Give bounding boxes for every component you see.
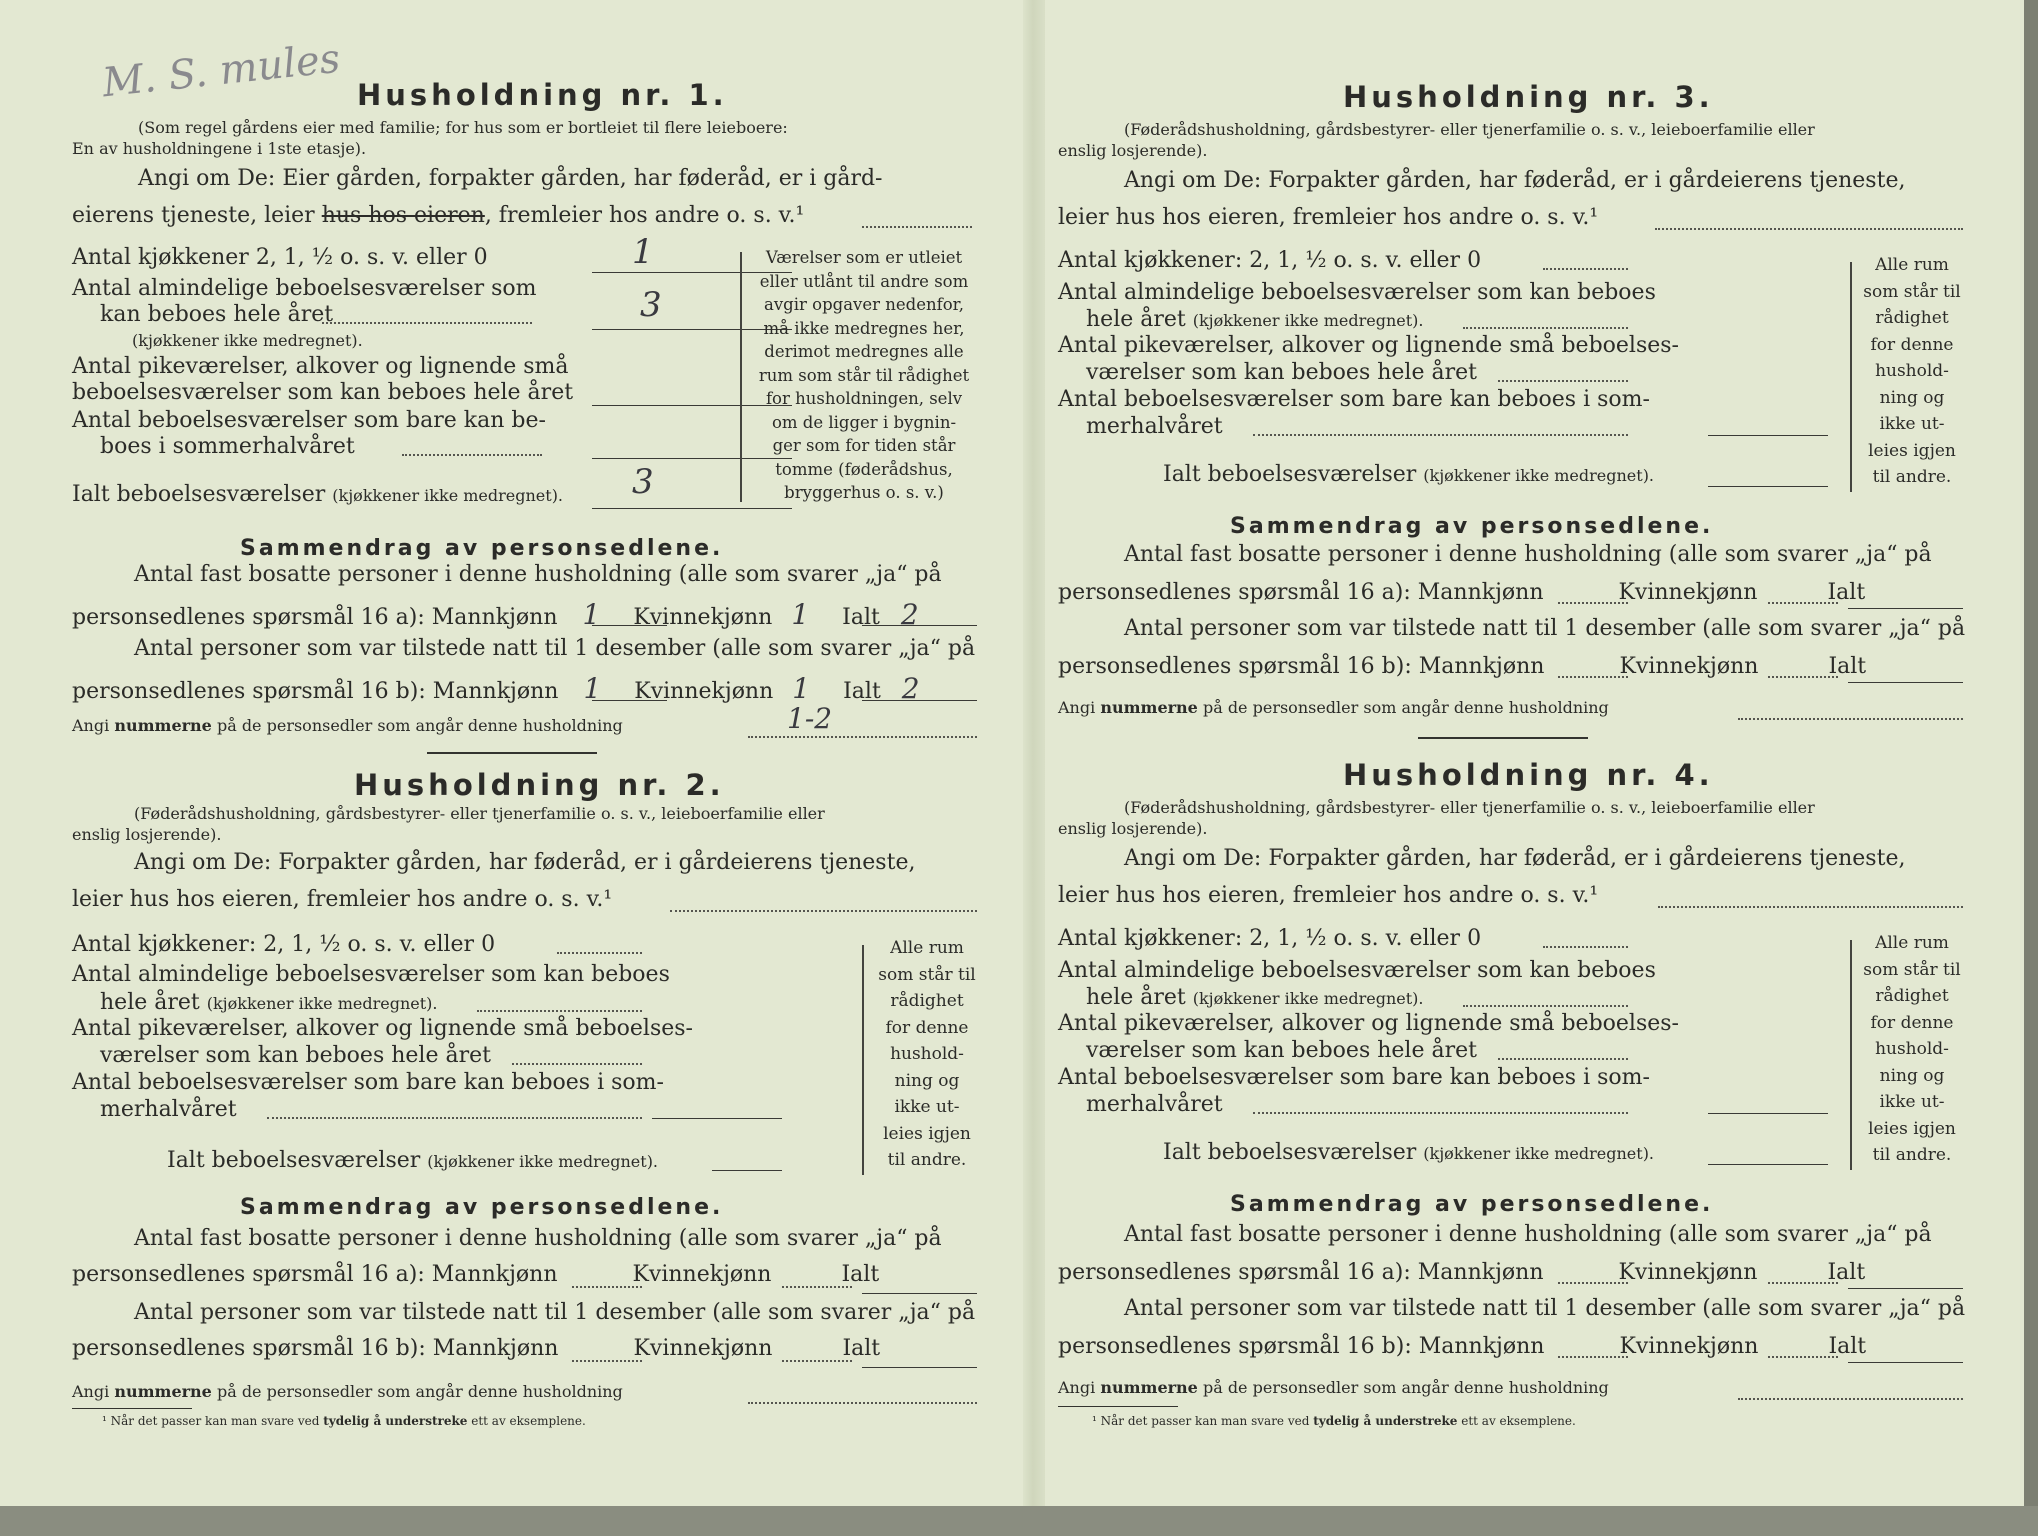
note-line: Alle rum <box>1875 933 1949 953</box>
line <box>1848 1362 1963 1363</box>
dots <box>1768 676 1838 678</box>
summer-rooms-label-2: merhalvåret <box>1086 1092 1223 1117</box>
num-bold: nummerne <box>114 716 212 735</box>
dots <box>1768 1282 1838 1284</box>
dots <box>782 1360 852 1362</box>
small-rooms-label-2: værelser som kan beboes hele året <box>1086 1038 1477 1063</box>
household-2-angi-line-1: Angi om De: Forpakter gården, har føderåd, er i gårdeierens tjeneste, <box>134 850 916 875</box>
small-rooms-label: Antal pikeværelser, alkover og lignende små beboelses- <box>1058 333 1679 358</box>
household-4-intro: (Føderådshusholdning, gårdsbestyrer- eller tjenerfamilie o. s. v., leieboerfamilie eller <box>1124 798 1815 817</box>
total-rooms-text: Ialt beboelsesværelser <box>72 482 326 507</box>
note-line: eller utlånt til andre som <box>759 271 969 291</box>
num-text: Angi <box>72 716 115 735</box>
summary-1-line-1: Antal fast bosatte personer i denne husholdning (alle som svarer „ja“ på <box>134 562 942 587</box>
summary-text: personsedlenes spørsmål 16 a): Mannkjønn <box>1058 580 1544 605</box>
note-line: Værelser som er utleiet <box>765 248 963 267</box>
note-line: avgir opgaver nedenfor, <box>764 295 964 314</box>
summary-1-line-3: Antal personer som var tilstede natt til 1 desember (alle som svarer „ja“ på <box>134 636 976 661</box>
note-line: ger som for tiden står <box>772 436 956 455</box>
total-text: Ialt beboelsesværelser <box>1163 1140 1417 1165</box>
footnote-text: ett av eksemplene. <box>467 1414 586 1428</box>
note-line: leies igjen <box>1868 440 1956 461</box>
note-line: tomme (føderådshus, <box>775 459 953 479</box>
note-line: ning og <box>1879 1065 1945 1086</box>
note-line: som står til <box>878 964 976 985</box>
summary-text: personsedlenes spørsmål 16 b): Mannkjønn <box>72 1336 559 1361</box>
female-label: Kvinnekjønn <box>1618 1260 1758 1285</box>
numbers-value: 1-2 <box>787 702 833 735</box>
total-label: Ialt <box>1827 1260 1866 1285</box>
footnote-bold: tydelig å understreke <box>323 1414 468 1428</box>
note-line: for husholdningen, selv <box>765 389 963 408</box>
total-note: (kjøkkener ikke medregnet). <box>427 1152 659 1171</box>
summer-rooms-label: Antal beboelsesværelser som bare kan beboes i som- <box>1058 387 1650 412</box>
right-page <box>1058 0 1966 1500</box>
ordinary-rooms-label: Antal almindelige beboelsesværelser som kan beboes <box>1058 958 1656 983</box>
household-3-intro: (Føderådshusholdning, gårdsbestyrer- eller tjenerfamilie o. s. v., leieboerfamilie eller <box>1124 120 1815 139</box>
note-brace <box>740 252 742 502</box>
female-label: Kvinnekjønn <box>1618 580 1758 605</box>
total-label: Ialt <box>843 679 881 704</box>
ordinary-rooms-label-2 <box>100 990 437 1015</box>
line <box>1848 682 1963 683</box>
note-line: til andre. <box>1872 1145 1952 1165</box>
note-line: rådighet <box>890 991 964 1011</box>
summary-text: personsedlenes spørsmål 16 b): Mannkjønn <box>72 679 559 704</box>
dots <box>1253 1112 1628 1114</box>
numbers-line <box>748 736 977 738</box>
note-brace <box>1850 262 1852 492</box>
footnote-text: ¹ Når det passer kan man svare ved <box>1092 1414 1314 1428</box>
dots <box>1768 602 1838 604</box>
line <box>592 700 667 701</box>
rooms-note: (kjøkkener ikke medregnet). <box>1192 989 1424 1008</box>
summary-text: personsedlenes spørsmål 16 a): Mannkjønn <box>1058 1260 1544 1285</box>
note-line: hushold- <box>890 1044 964 1064</box>
note-line: rum som står til rådighet <box>758 365 970 385</box>
summary-1-line-4 <box>72 672 920 705</box>
dots <box>782 1286 852 1288</box>
ordinary-rooms-label: Antal almindelige beboelsesværelser som kan beboes <box>1058 280 1656 305</box>
summary-3-line-4 <box>1058 654 1866 679</box>
num-text: på de personsedler som angår denne husholdning <box>1197 698 1609 717</box>
footnote-rule <box>72 1408 192 1409</box>
dots <box>1558 1356 1628 1358</box>
summary-2-numbers <box>72 1382 623 1401</box>
dots <box>267 1117 642 1119</box>
line <box>862 700 977 701</box>
note-line: rådighet <box>1875 308 1949 328</box>
note-line: til andre. <box>887 1150 967 1170</box>
num-text: Angi <box>1058 698 1101 717</box>
value-male-16a: 1 <box>582 598 601 631</box>
note-line: for denne <box>1870 334 1954 355</box>
small-rooms-label: Antal pikeværelser, alkover og lignende små beboelses- <box>1058 1011 1679 1036</box>
dots <box>1463 327 1628 329</box>
household-3-title: Husholdning nr. 3. <box>1343 80 1714 114</box>
answer-line <box>670 910 977 912</box>
note-line: om de ligger i bygnin- <box>771 412 957 432</box>
line <box>1848 1288 1963 1289</box>
summer-rooms-label-2: boes i sommerhalvåret <box>100 434 355 459</box>
answer-line <box>1655 228 1963 230</box>
summary-2-line-1: Antal fast bosatte personer i denne husholdning (alle som svarer „ja“ på <box>134 1226 942 1251</box>
summary-text: personsedlenes spørsmål 16 b): Mannkjønn <box>1058 1334 1545 1359</box>
num-bold: nummerne <box>1100 698 1198 717</box>
total-label: Ialt <box>842 605 880 630</box>
line <box>1708 1113 1828 1114</box>
female-label: Kvinnekjønn <box>1619 654 1759 679</box>
summary-4-line-4 <box>1058 1334 1866 1359</box>
household-3-side-note <box>1858 252 1966 491</box>
note-line: leies igjen <box>883 1123 971 1144</box>
ordinary-rooms-dots <box>322 322 532 324</box>
household-2-side-note <box>872 935 982 1174</box>
note-line: derimot medregnes alle <box>764 342 964 361</box>
line <box>862 1367 977 1368</box>
female-label: Kvinnekjønn <box>632 1262 772 1287</box>
value-total-16a: 2 <box>900 598 919 631</box>
answer-line <box>862 226 972 228</box>
line <box>1708 486 1828 487</box>
dots <box>1498 1058 1628 1060</box>
ordinary-rooms-label-2 <box>1086 307 1423 332</box>
summer-rooms-label: Antal beboelsesværelser som bare kan beboes i som- <box>1058 1065 1650 1090</box>
ordinary-rooms-label-2: kan beboes hele året <box>100 302 334 327</box>
summary-3-numbers <box>1058 698 1609 717</box>
summary-text: personsedlenes spørsmål 16 a): Mannkjønn <box>72 1262 558 1287</box>
total-rooms-value: 3 <box>632 462 654 502</box>
line <box>592 625 667 626</box>
household-4-summary-title: Sammendrag av personsedlene. <box>1230 1192 1714 1217</box>
note-line: rådighet <box>1875 986 1949 1006</box>
dots <box>1543 946 1628 948</box>
num-text: Angi <box>1058 1378 1101 1397</box>
num-text: Angi <box>72 1382 115 1401</box>
household-4-side-note <box>1858 930 1966 1169</box>
footnote <box>1092 1414 1576 1428</box>
total-text: Ialt beboelsesværelser <box>1163 462 1417 487</box>
line <box>1708 1164 1828 1165</box>
page-fold <box>1023 0 1045 1536</box>
note-line: hushold- <box>1875 1039 1949 1059</box>
total-label: Ialt <box>841 1262 880 1287</box>
total-label: Ialt <box>842 1336 881 1361</box>
note-line: hushold- <box>1875 361 1949 381</box>
note-line: for denne <box>1870 1012 1954 1033</box>
note-line: leies igjen <box>1868 1118 1956 1139</box>
note-line: for denne <box>885 1017 969 1038</box>
small-rooms-label: Antal pikeværelser, alkover og lignende små beboelses- <box>72 1016 693 1041</box>
female-label: Kvinnekjønn <box>634 679 774 704</box>
small-rooms-label-2: beboelsesværelser som kan beboes hele året <box>72 380 574 405</box>
summary-3-line-2 <box>1058 580 1865 605</box>
dots <box>1558 602 1628 604</box>
footnote <box>102 1414 586 1428</box>
dots <box>1558 1282 1628 1284</box>
value-female-16b: 1 <box>792 672 811 705</box>
dots <box>477 1010 642 1012</box>
line <box>862 625 977 626</box>
household-1-side-note <box>748 246 980 505</box>
ordinary-rooms-label: Antal almindelige beboelsesværelser som kan beboes <box>72 962 670 987</box>
ordinary-rooms-value: 3 <box>640 285 662 325</box>
summary-3-line-3: Antal personer som var tilstede natt til 1 desember (alle som svarer „ja“ på <box>1124 616 1966 641</box>
total-rooms-line <box>592 508 792 509</box>
line <box>1848 608 1963 609</box>
footnote-bold: tydelig å understreke <box>1313 1414 1458 1428</box>
summer-rooms-label-2: merhalvåret <box>1086 414 1223 439</box>
dots <box>1463 1005 1628 1007</box>
summer-rooms-label: Antal beboelsesværelser som bare kan be- <box>72 408 546 433</box>
dots <box>1558 676 1628 678</box>
kitchens-value: 1 <box>632 232 654 272</box>
summary-4-line-1: Antal fast bosatte personer i denne husholdning (alle som svarer „ja“ på <box>1124 1222 1932 1247</box>
household-2-title: Husholdning nr. 2. <box>354 768 725 802</box>
num-bold: nummerne <box>1100 1378 1198 1397</box>
scan-edge-bottom <box>0 1506 2038 1536</box>
total-note: (kjøkkener ikke medregnet). <box>1423 466 1655 485</box>
total-label: Ialt <box>1828 1334 1867 1359</box>
household-3-angi-line-2: leier hus hos eieren, fremleier hos andre o. s. v.¹ <box>1058 205 1599 230</box>
summary-1-numbers <box>72 716 623 735</box>
note-line: som står til <box>1863 959 1961 980</box>
note-line: ning og <box>1879 387 1945 408</box>
household-1-angi-line-1: Angi om De: Eier gården, forpakter gården, har føderåd, er i gård- <box>138 166 883 191</box>
margin-handwriting: M. S. mules <box>100 35 343 107</box>
struck-option: hus hos eieren <box>321 203 485 228</box>
summary-2-line-4 <box>72 1336 880 1361</box>
household-3-intro-2: enslig losjerende). <box>1058 141 1208 160</box>
household-2-summary-title: Sammendrag av personsedlene. <box>240 1195 724 1220</box>
total-text: Ialt beboelsesværelser <box>167 1148 421 1173</box>
total-rooms-label <box>1163 1140 1654 1165</box>
ordinary-rooms-label-2 <box>1086 985 1423 1010</box>
household-3-angi-line-1: Angi om De: Forpakter gården, har føderåd, er i gårdeierens tjeneste, <box>1124 168 1906 193</box>
rooms-text: hele året <box>100 990 200 1015</box>
summary-2-line-3: Antal personer som var tilstede natt til 1 desember (alle som svarer „ja“ på <box>134 1300 976 1325</box>
household-1-intro: (Som regel gårdens eier med familie; for hus som er bortleiet til flere leieboere: <box>138 118 788 137</box>
summer-rooms-label-2: merhalvåret <box>100 1097 237 1122</box>
dots <box>572 1360 642 1362</box>
rooms-note: (kjøkkener ikke medregnet). <box>1192 311 1424 330</box>
total-label: Ialt <box>1827 580 1866 605</box>
kitchens-label: Antal kjøkkener: 2, 1, ½ o. s. v. eller 0 <box>1058 926 1482 951</box>
household-1-angi-line-2 <box>72 203 804 228</box>
household-1-summary-title: Sammendrag av personsedlene. <box>240 536 724 561</box>
summary-4-line-2 <box>1058 1260 1865 1285</box>
note-line: Alle rum <box>1875 255 1949 275</box>
small-rooms-label-2: værelser som kan beboes hele året <box>100 1043 491 1068</box>
household-3-summary-title: Sammendrag av personsedlene. <box>1230 514 1714 539</box>
female-label: Kvinnekjønn <box>1619 1334 1759 1359</box>
note-line: til andre. <box>1872 467 1952 487</box>
total-rooms-note: (kjøkkener ikke medregnet). <box>332 486 564 505</box>
dots <box>557 952 642 954</box>
household-4-intro-2: enslig losjerende). <box>1058 819 1208 838</box>
footnote-text: ett av eksemplene. <box>1457 1414 1576 1428</box>
dots <box>572 1286 642 1288</box>
note-brace <box>1850 940 1852 1170</box>
summary-text: personsedlenes spørsmål 16 a): Mannkjønn <box>72 605 558 630</box>
summer-rooms-label: Antal beboelsesværelser som bare kan beboes i som- <box>72 1070 664 1095</box>
female-label: Kvinnekjønn <box>633 605 773 630</box>
summary-3-line-1: Antal fast bosatte personer i denne husholdning (alle som svarer „ja“ på <box>1124 542 1932 567</box>
summary-2-line-2 <box>72 1262 879 1287</box>
footnote-text: ¹ Når det passer kan man svare ved <box>102 1414 324 1428</box>
summer-rooms-dots <box>402 454 542 456</box>
total-label: Ialt <box>1828 654 1867 679</box>
line <box>652 1118 782 1119</box>
line <box>712 1170 782 1171</box>
household-2-intro-2: enslig losjerende). <box>72 825 222 844</box>
kitchens-label: Antal kjøkkener 2, 1, ½ o. s. v. eller 0 <box>72 245 488 270</box>
small-rooms-label: Antal pikeværelser, alkover og lignende små <box>72 354 569 379</box>
numbers-line <box>748 1402 977 1404</box>
female-label: Kvinnekjønn <box>633 1336 773 1361</box>
household-2-angi-line-2: leier hus hos eieren, fremleier hos andre o. s. v.¹ <box>72 887 613 912</box>
note-line: ikke ut- <box>1879 414 1945 434</box>
dots <box>1253 434 1628 436</box>
total-rooms-label <box>167 1148 658 1173</box>
note-line: ning og <box>894 1070 960 1091</box>
left-page <box>72 0 977 1500</box>
household-4-title: Husholdning nr. 4. <box>1343 758 1714 792</box>
value-male-16b: 1 <box>583 672 602 705</box>
dots <box>1498 380 1628 382</box>
num-bold: nummerne <box>114 1382 212 1401</box>
note-brace <box>862 945 864 1175</box>
note-line: som står til <box>1863 281 1961 302</box>
note-line: ikke ut- <box>1879 1092 1945 1112</box>
note-line: bryggerhus o. s. v.) <box>784 483 944 502</box>
angi-text-end: , fremleier hos andre o. s. v.¹ <box>484 203 805 228</box>
summary-4-line-3: Antal personer som var tilstede natt til 1 desember (alle som svarer „ja“ på <box>1124 1296 1966 1321</box>
dots <box>1768 1356 1838 1358</box>
kitchens-label: Antal kjøkkener: 2, 1, ½ o. s. v. eller 0 <box>72 932 496 957</box>
household-1-intro-2: En av husholdningene i 1ste etasje). <box>72 139 367 158</box>
household-2-intro: (Føderådshusholdning, gårdsbestyrer- eller tjenerfamilie o. s. v., leieboerfamilie eller <box>134 804 825 823</box>
household-4-angi-line-1: Angi om De: Forpakter gården, har føderåd, er i gårdeierens tjeneste, <box>1124 846 1906 871</box>
note-line: må ikke medregnes her, <box>763 318 965 338</box>
summary-text: personsedlenes spørsmål 16 b): Mannkjønn <box>1058 654 1545 679</box>
scan-edge-right <box>2024 0 2038 1536</box>
total-note: (kjøkkener ikke medregnet). <box>1423 1144 1655 1163</box>
line <box>1708 435 1828 436</box>
summary-4-numbers <box>1058 1378 1609 1397</box>
line <box>862 1293 977 1294</box>
answer-line <box>1658 906 1963 908</box>
household-4-angi-line-2: leier hus hos eieren, fremleier hos andre o. s. v.¹ <box>1058 883 1599 908</box>
section-separator <box>427 752 597 754</box>
numbers-line <box>1738 1398 1963 1400</box>
note-line: ikke ut- <box>894 1097 960 1117</box>
total-rooms-label <box>72 482 563 507</box>
note-line: Alle rum <box>890 938 964 958</box>
total-rooms-label <box>1163 462 1654 487</box>
rooms-note: (kjøkkener ikke medregnet). <box>206 994 438 1013</box>
dots <box>1543 268 1628 270</box>
dots <box>512 1063 642 1065</box>
ordinary-rooms-label: Antal almindelige beboelsesværelser som <box>72 276 537 301</box>
value-female-16a: 1 <box>791 598 810 631</box>
small-rooms-label-2: værelser som kan beboes hele året <box>1086 360 1477 385</box>
kitchens-label: Antal kjøkkener: 2, 1, ½ o. s. v. eller 0 <box>1058 248 1482 273</box>
ordinary-rooms-note: (kjøkkener ikke medregnet). <box>132 331 363 350</box>
value-total-16b: 2 <box>901 672 920 705</box>
num-text: på de personsedler som angår denne husholdning <box>211 716 623 735</box>
numbers-line <box>1738 718 1963 720</box>
footnote-rule <box>1058 1406 1178 1407</box>
household-1-title: Husholdning nr. 1. <box>357 78 728 112</box>
rooms-text: hele året <box>1086 985 1186 1010</box>
num-text: på de personsedler som angår denne husholdning <box>1197 1378 1609 1397</box>
section-separator <box>1418 737 1588 739</box>
summary-1-line-2 <box>72 598 919 631</box>
angi-text: eierens tjeneste, leier <box>72 203 322 228</box>
num-text: på de personsedler som angår denne husholdning <box>211 1382 623 1401</box>
rooms-text: hele året <box>1086 307 1186 332</box>
